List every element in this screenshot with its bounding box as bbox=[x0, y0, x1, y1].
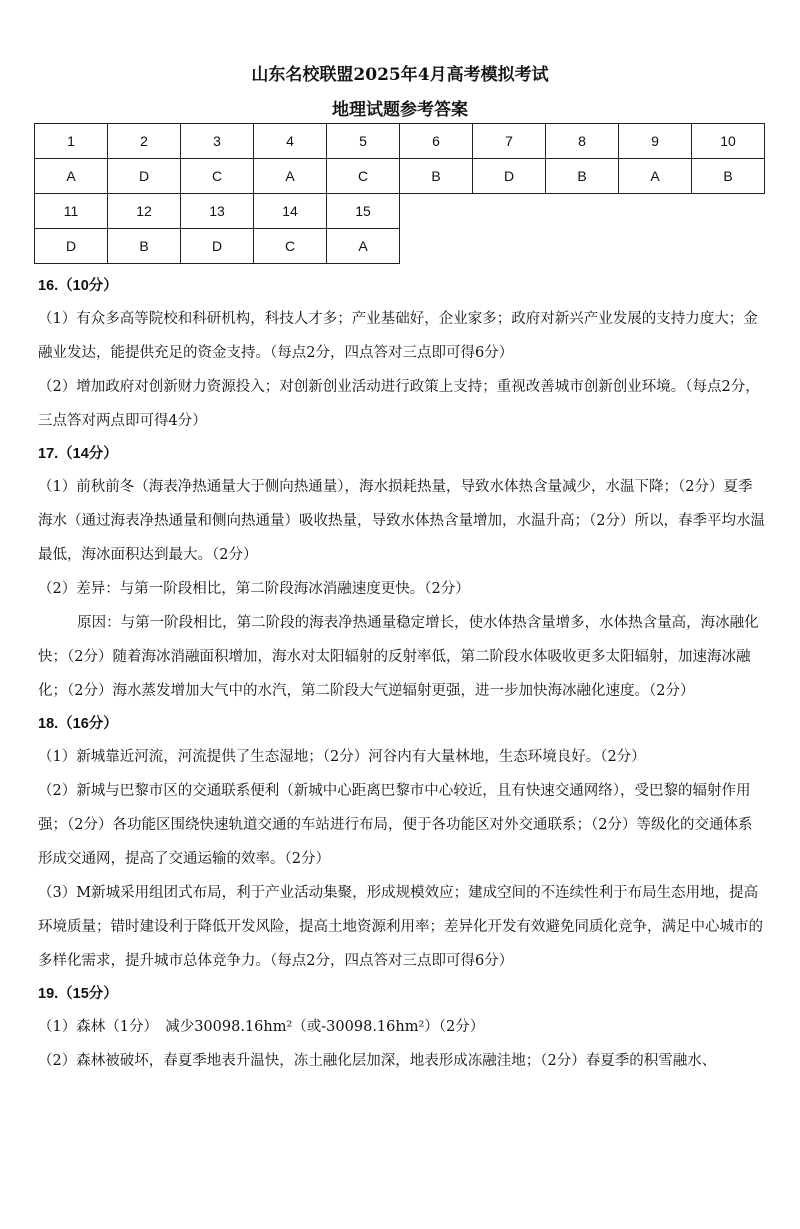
answer-cell: C bbox=[254, 229, 327, 264]
answer-key-subtitle: 地理试题参考答案 bbox=[332, 100, 468, 120]
q17-part1: （1）前秋前冬（海表净热通量大于侧向热通量），海水损耗热量，导致水体热含量减少，水温下降；（2分）夏季海水（通过海表净热通量和侧向热通量）吸收热量，导致水体热含量增加，水温升高；（2分）所以，春季平均水温最低，海冰面积达到最大。（2分） bbox=[38, 479, 765, 563]
empty-cell bbox=[473, 194, 546, 229]
q19-heading: 19.（15分） bbox=[38, 986, 118, 1002]
question-number-cell: 4 bbox=[254, 124, 327, 159]
empty-cell bbox=[400, 229, 473, 264]
empty-cell bbox=[546, 194, 619, 229]
empty-cell bbox=[692, 194, 765, 229]
empty-cell bbox=[619, 194, 692, 229]
q19-part2: （2）森林被破坏，春夏季地表升温快，冻土融化层加深，地表形成冻融洼地；（2分）春夏季的积雪融水、 bbox=[38, 1053, 717, 1069]
answer-body bbox=[38, 270, 766, 1078]
answer-cell: A bbox=[619, 159, 692, 194]
q18-heading: 18.（16分） bbox=[38, 716, 118, 732]
answer-cell: D bbox=[181, 229, 254, 264]
table-row bbox=[35, 229, 765, 264]
q16-part2: （2）增加政府对创新财力资源投入；对创新创业活动进行政策上支持；重视改善城市创新创业环境。（每点2分，三点答对两点即可得4分） bbox=[38, 379, 760, 429]
question-number-cell: 11 bbox=[35, 194, 108, 229]
question-number-cell: 12 bbox=[108, 194, 181, 229]
answer-cell: C bbox=[327, 159, 400, 194]
empty-cell bbox=[692, 229, 765, 264]
question-number-cell: 2 bbox=[108, 124, 181, 159]
question-number-cell: 14 bbox=[254, 194, 327, 229]
answer-cell: D bbox=[108, 159, 181, 194]
answer-cell: A bbox=[254, 159, 327, 194]
empty-cell bbox=[546, 229, 619, 264]
question-number-cell: 1 bbox=[35, 124, 108, 159]
q18-part3: （3）M新城采用组团式布局，利于产业活动集聚，形成规模效应；建成空间的不连续性利于布局生态用地，提高环境质量；错时建设利于降低开发风险，提高土地资源利用率；差异化开发有效避免同质化竞争，满足中心城市的多样化需求，提升城市总体竞争力。（每点2分，四点答对三点即可得6分） bbox=[38, 885, 763, 969]
question-number-cell: 9 bbox=[619, 124, 692, 159]
answer-cell: A bbox=[35, 159, 108, 194]
q17-part2: （2）差异：与第一阶段相比，第二阶段海冰消融速度更快。（2分） bbox=[38, 581, 470, 597]
q17-heading: 17.（14分） bbox=[38, 446, 118, 462]
exam-title: 山东名校联盟2025年4月高考模拟考试 bbox=[251, 65, 549, 85]
q16-part1: （1）有众多高等院校和科研机构，科技人才多；产业基础好，企业家多；政府对新兴产业发展的支持力度大；金融业发达，能提供充足的资金支持。（每点2分，四点答对三点即可得6分） bbox=[38, 311, 758, 361]
answer-table bbox=[34, 123, 765, 264]
empty-cell bbox=[473, 229, 546, 264]
table-row bbox=[35, 159, 765, 194]
empty-cell bbox=[619, 229, 692, 264]
question-number-cell: 15 bbox=[327, 194, 400, 229]
answer-cell: C bbox=[181, 159, 254, 194]
table-row bbox=[35, 124, 765, 159]
q19-part1: （1）森林（1分） 减少30098.16hm²（或-30098.16hm²）（2分） bbox=[38, 1019, 485, 1035]
question-number-cell: 3 bbox=[181, 124, 254, 159]
empty-cell bbox=[400, 194, 473, 229]
answer-cell: A bbox=[327, 229, 400, 264]
table-row bbox=[35, 194, 765, 229]
answer-cell: B bbox=[400, 159, 473, 194]
question-number-cell: 8 bbox=[546, 124, 619, 159]
q18-part2: （2）新城与巴黎市区的交通联系便利（新城中心距离巴黎市中心较近，且有快速交通网络），受巴黎的辐射作用强；（2分）各功能区围绕快速轨道交通的车站进行布局，便于各功能区对外交通联系；（2分）等级化的交通体系形成交通网，提高了交通运输的效率。（2分） bbox=[38, 783, 753, 867]
question-number-cell: 7 bbox=[473, 124, 546, 159]
question-number-cell: 6 bbox=[400, 124, 473, 159]
answer-cell: B bbox=[108, 229, 181, 264]
answer-cell: B bbox=[546, 159, 619, 194]
q17-reason: 原因：与第一阶段相比，第二阶段的海表净热通量稳定增长，使水体热含量增多，水体热含量高，海冰融化快；（2分）随着海冰消融面积增加，海水对太阳辐射的反射率低，第二阶段水体吸收更多太阳辐射，加速海冰融化；（2分）海水蒸发增加大气中的水汽，第二阶段大气逆辐射更强，进一步加快海冰融化速度。（2分） bbox=[38, 615, 759, 699]
question-number-cell: 13 bbox=[181, 194, 254, 229]
q18-part1: （1）新城靠近河流，河流提供了生态湿地；（2分）河谷内有大量林地，生态环境良好。（2分） bbox=[38, 749, 646, 765]
question-number-cell: 10 bbox=[692, 124, 765, 159]
question-number-cell: 5 bbox=[327, 124, 400, 159]
q16-heading: 16.（10分） bbox=[38, 278, 118, 294]
answer-cell: D bbox=[473, 159, 546, 194]
answer-cell: D bbox=[35, 229, 108, 264]
answer-cell: B bbox=[692, 159, 765, 194]
